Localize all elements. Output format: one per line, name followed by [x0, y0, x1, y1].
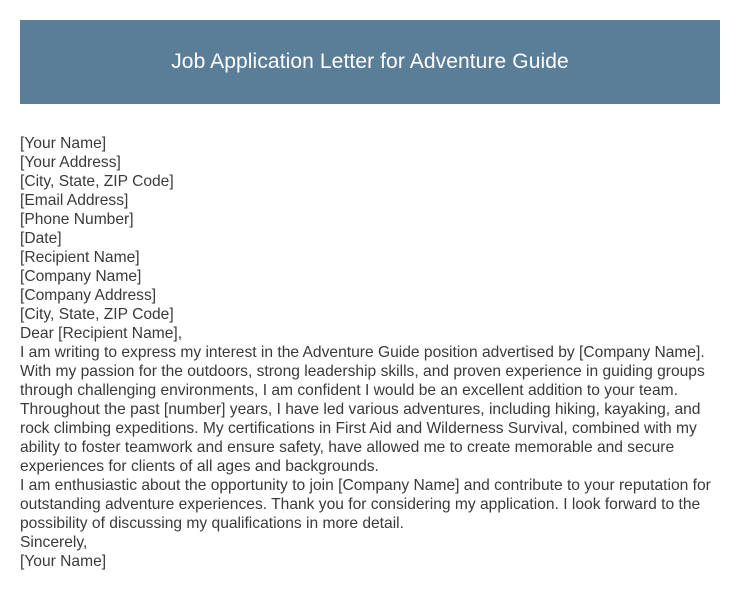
letter-body: [20, 134, 724, 571]
paragraph-intro: I am writing to express my interest in the Adventure Guide position advertised by [Company Name]. With my passion for the outdoors, strong leadership skills, and proven experience in guiding groups through challenging environments, I am confident I would be an excellent addition to your team.: [20, 344, 705, 399]
recipient-company-address: [Company Address]: [20, 287, 157, 304]
page-title: Job Application Letter for Adventure Guide: [171, 50, 569, 73]
closing: Sincerely,: [20, 534, 88, 551]
sender-city-state-zip: [City, State, ZIP Code]: [20, 173, 174, 190]
paragraph-experience: Throughout the past [number] years, I have led various adventures, including hiking, kayaking, and rock climbing expeditions. My certifications in First Aid and Wilderness Survival, combined with my ability to foster teamwork and ensure safety, have allowed me to create memorable and secure experiences for clients of all ages and backgrounds.: [20, 401, 701, 475]
sender-name: [Your Name]: [20, 135, 107, 152]
recipient-city-state-zip: [City, State, ZIP Code]: [20, 306, 174, 323]
sender-email: [Email Address]: [20, 192, 129, 209]
paragraph-closing: I am enthusiastic about the opportunity to join [Company Name] and contribute to your reputation for outstanding adventure experiences. Thank you for considering my application. I look forward to the possibility of discussing my qualifications in more detail.: [20, 477, 711, 532]
sender-address: [Your Address]: [20, 154, 121, 171]
salutation: Dear [Recipient Name],: [20, 325, 183, 342]
letter-date: [Date]: [20, 230, 62, 247]
signature: [Your Name]: [20, 553, 107, 570]
sender-phone: [Phone Number]: [20, 211, 134, 228]
recipient-name: [Recipient Name]: [20, 249, 140, 266]
header-banner: [20, 20, 720, 104]
recipient-company: [Company Name]: [20, 268, 142, 285]
